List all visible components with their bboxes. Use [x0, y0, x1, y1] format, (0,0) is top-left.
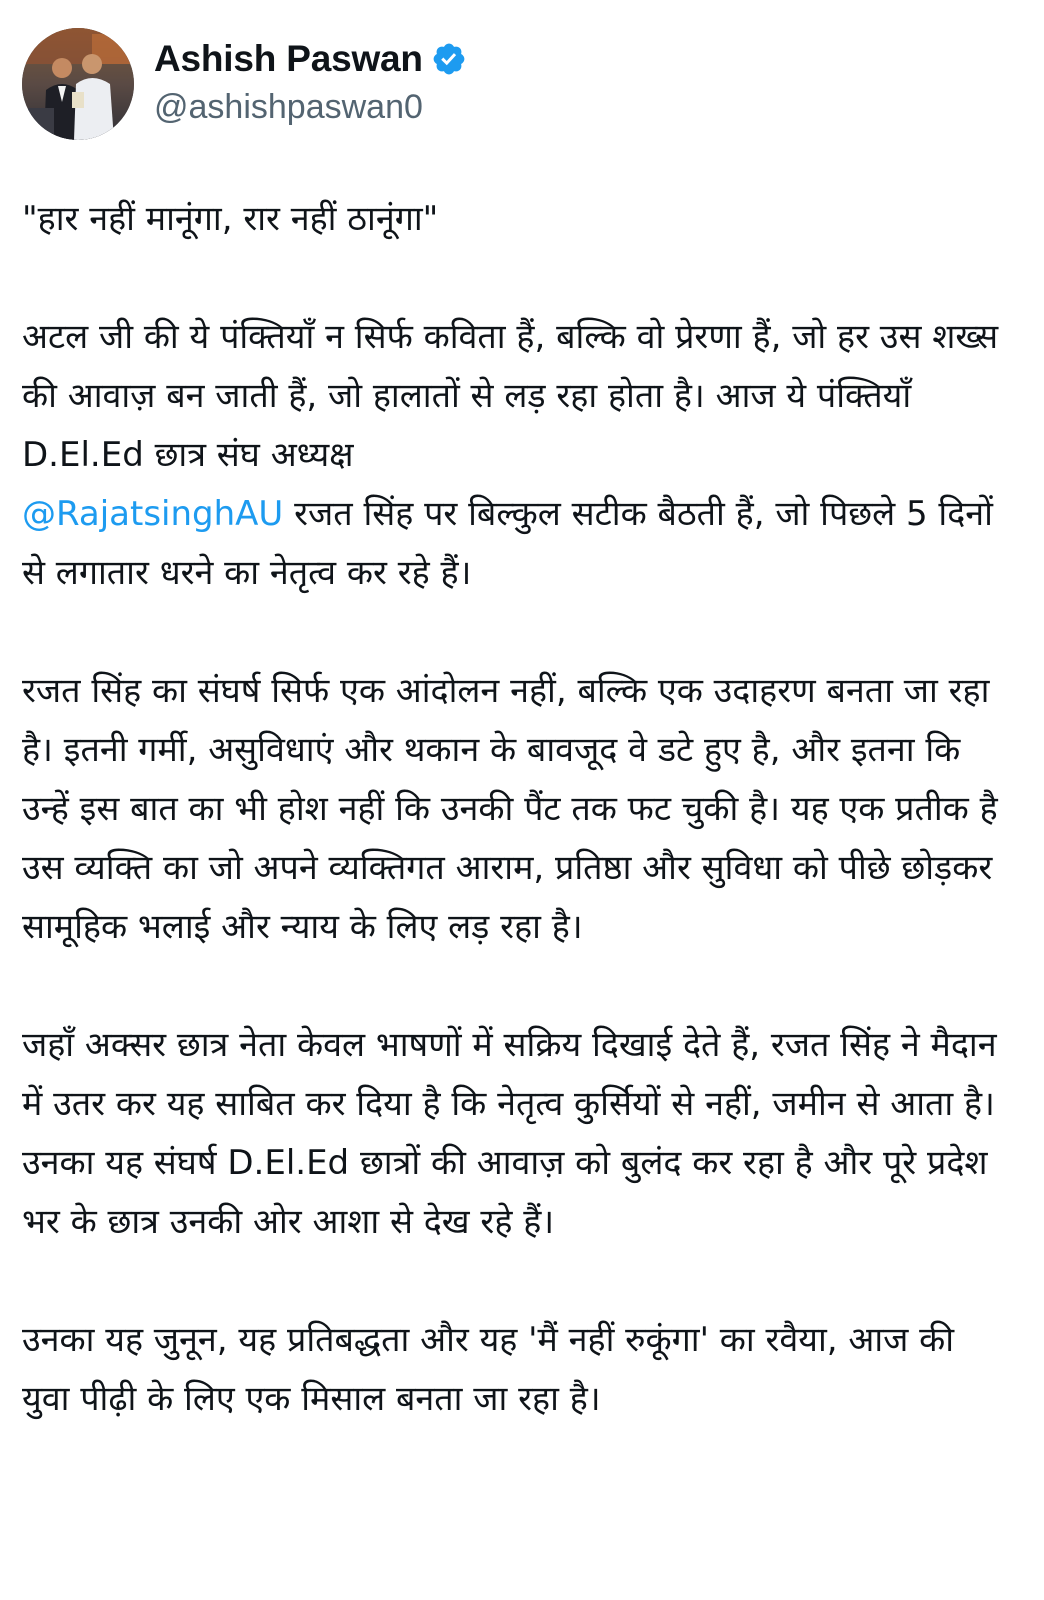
tweet-text — [22, 190, 1012, 1488]
display-name-row — [154, 36, 467, 82]
tweet-quote: "हार नहीं मानूंगा, रार नहीं ठानूंगा" — [22, 199, 439, 239]
verified-badge-icon[interactable] — [431, 41, 467, 77]
tweet-paragraph-4: उनका यह जुनून, यह प्रतिबद्धता और यह 'मैं नहीं रुकूंगा' का रवैया, आज की युवा पीढ़ी के लिए एक मिसाल बनता जा रहा है। — [22, 1320, 955, 1419]
tweet-header — [22, 28, 1002, 146]
avatar-image — [22, 28, 134, 140]
tweet-paragraph-1 — [22, 308, 1012, 603]
user-handle[interactable]: @ashishpaswan0 — [154, 88, 423, 126]
mention-link[interactable]: @RajatsinghAU — [22, 494, 284, 534]
tweet-paragraph-3: जहाँ अक्सर छात्र नेता केवल भाषणों में सक्रिय दिखाई देते हैं, रजत सिंह ने मैदान में उतर कर यह साबित कर दिया है कि नेतृत्व कुर्सियों से नहीं, जमीन से आता है। उनका यह संघर्ष D.El.Ed छात्रों की आवाज़ को बुलंद कर रहा है और पूरे प्रदेश भर के छात्र उनकी ओर आशा से देख रहे हैं। — [22, 1025, 997, 1242]
user-info — [154, 36, 467, 130]
display-name[interactable]: Ashish Paswan — [154, 38, 423, 79]
tweet-paragraph-2: रजत सिंह का संघर्ष सिर्फ एक आंदोलन नहीं, बल्कि एक उदाहरण बनता जा रहा है। इतनी गर्मी, असुविधाएं और थकान के बावजूद वे डटे हुए है, और इतना कि उन्हें इस बात का भी होश नहीं कि उनकी पैंट तक फट चुकी है। यह एक प्रतीक है उस व्यक्ति का जो अपने व्यक्तिगत आराम, प्रतिष्ठा और सुविधा को पीछे छोड़कर सामूहिक भलाई और न्याय के लिए लड़ रहा है। — [22, 671, 998, 947]
paragraph-1-text-after: रजत सिंह पर बिल्कुल सटीक बैठती हैं, जो पिछले 5 दिनों से लगातार धरने का नेतृत्व कर रहे हैं। — [22, 494, 993, 593]
avatar[interactable] — [22, 28, 134, 140]
paragraph-1-text-before: अटल जी की ये पंक्तियाँ न सिर्फ कविता हैं, बल्कि वो प्रेरणा हैं, जो हर उस शख्स की आवाज़ बन जाती हैं, जो हालातों से लड़ रहा होता है। आज ये पंक्तियाँ D.El.Ed छात्र संघ अध्यक्ष — [22, 317, 999, 475]
